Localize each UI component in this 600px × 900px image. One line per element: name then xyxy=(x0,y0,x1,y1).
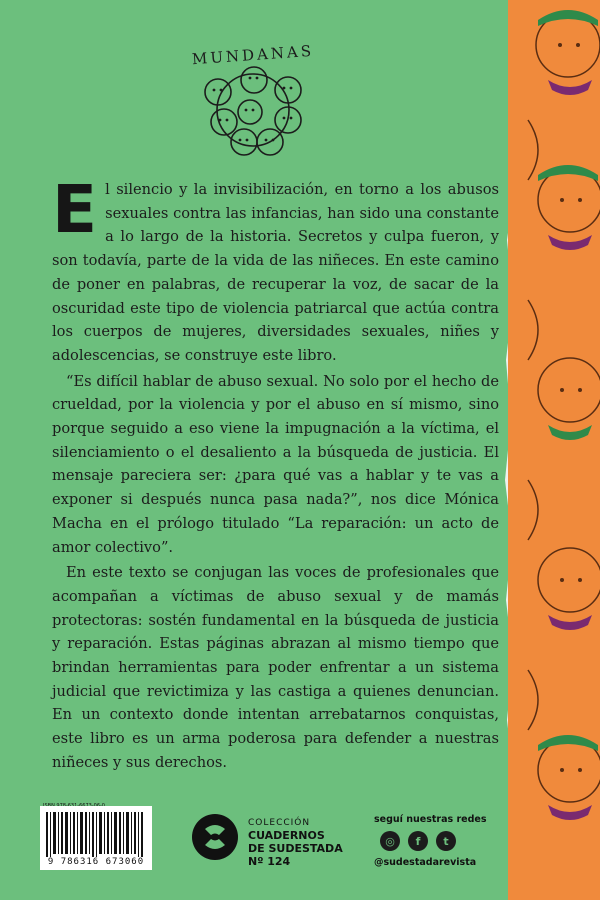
collection-info xyxy=(248,818,343,868)
faces-pattern-icon xyxy=(508,0,600,900)
paragraph-1-text: l silencio y la invisibilización, en torno a los abusos sexuales contra las infancias, han sido una constante a lo largo de la historia. Secretos y culpa fueron, y son todavía, parte de la vida de las niñeces. En este camino de poner en palabras, de recuperar la voz, de sacar de la oscuridad este tipo de violencia patriarcal que actúa contra los cuerpos de mujeres, diversidades sexuales, niñes y adolescencias, se construye este libro. xyxy=(52,181,499,364)
social-block xyxy=(374,814,500,868)
social-icons xyxy=(380,831,500,851)
drop-cap: E xyxy=(52,171,98,248)
twitter-icon[interactable]: t xyxy=(436,831,456,851)
paragraph-3: En este texto se conjugan las voces de profesionales que acompañan a víctimas de abuso sexual y de mamás protectoras: sostén fundamental en la búsqueda de justicia y reparación. Estas páginas abrazan al mismo tiempo que brindan herramientas para poder enfrentar a un sistema judicial que revictimiza y las castiga a quienes denuncian. En un contexto donde intentan arrebatarnos conquistas, este libro es un arma poderosa para defender a nuestras niñeces y sus derechos. xyxy=(52,564,499,771)
social-label: seguí nuestras redes xyxy=(374,814,487,825)
facebook-icon[interactable]: f xyxy=(408,831,428,851)
sudestada-logo-icon xyxy=(190,812,240,862)
collection-name-2: DE SUDESTADA xyxy=(248,842,343,855)
back-cover-text xyxy=(52,171,499,777)
paragraph-2: “Es difícil hablar de abuso sexual. No solo por el hecho de crueldad, por la violencia y por el abuso en sí mismo, sino porque seguido a eso viene la impugnación a la víctima, el silenciamiento o el desaliento a la búsqueda de justicia. El mensaje pareciera ser: ¿para qué vas a hablar y te vas a exponer si después nunca pasa nada?”, nos dice Mónica Macha en el prólogo titulado “La reparación: un acto de amor colectivo”. xyxy=(52,372,499,556)
instagram-icon[interactable]: ◎ xyxy=(380,831,400,851)
mundanas-logo xyxy=(188,22,318,162)
collection-label: COLECCIÓN xyxy=(248,818,311,828)
paragraph-1 xyxy=(52,171,499,368)
illustrated-faces-strip xyxy=(508,0,600,900)
collection-name-1: CUADERNOS xyxy=(248,829,325,842)
logo-text: MUNDANAS xyxy=(191,41,315,69)
isbn-digits: 9 786316 673060 xyxy=(40,857,152,867)
collection-number: Nº 124 xyxy=(248,855,291,868)
social-handle: @sudestadarevista xyxy=(374,857,477,868)
